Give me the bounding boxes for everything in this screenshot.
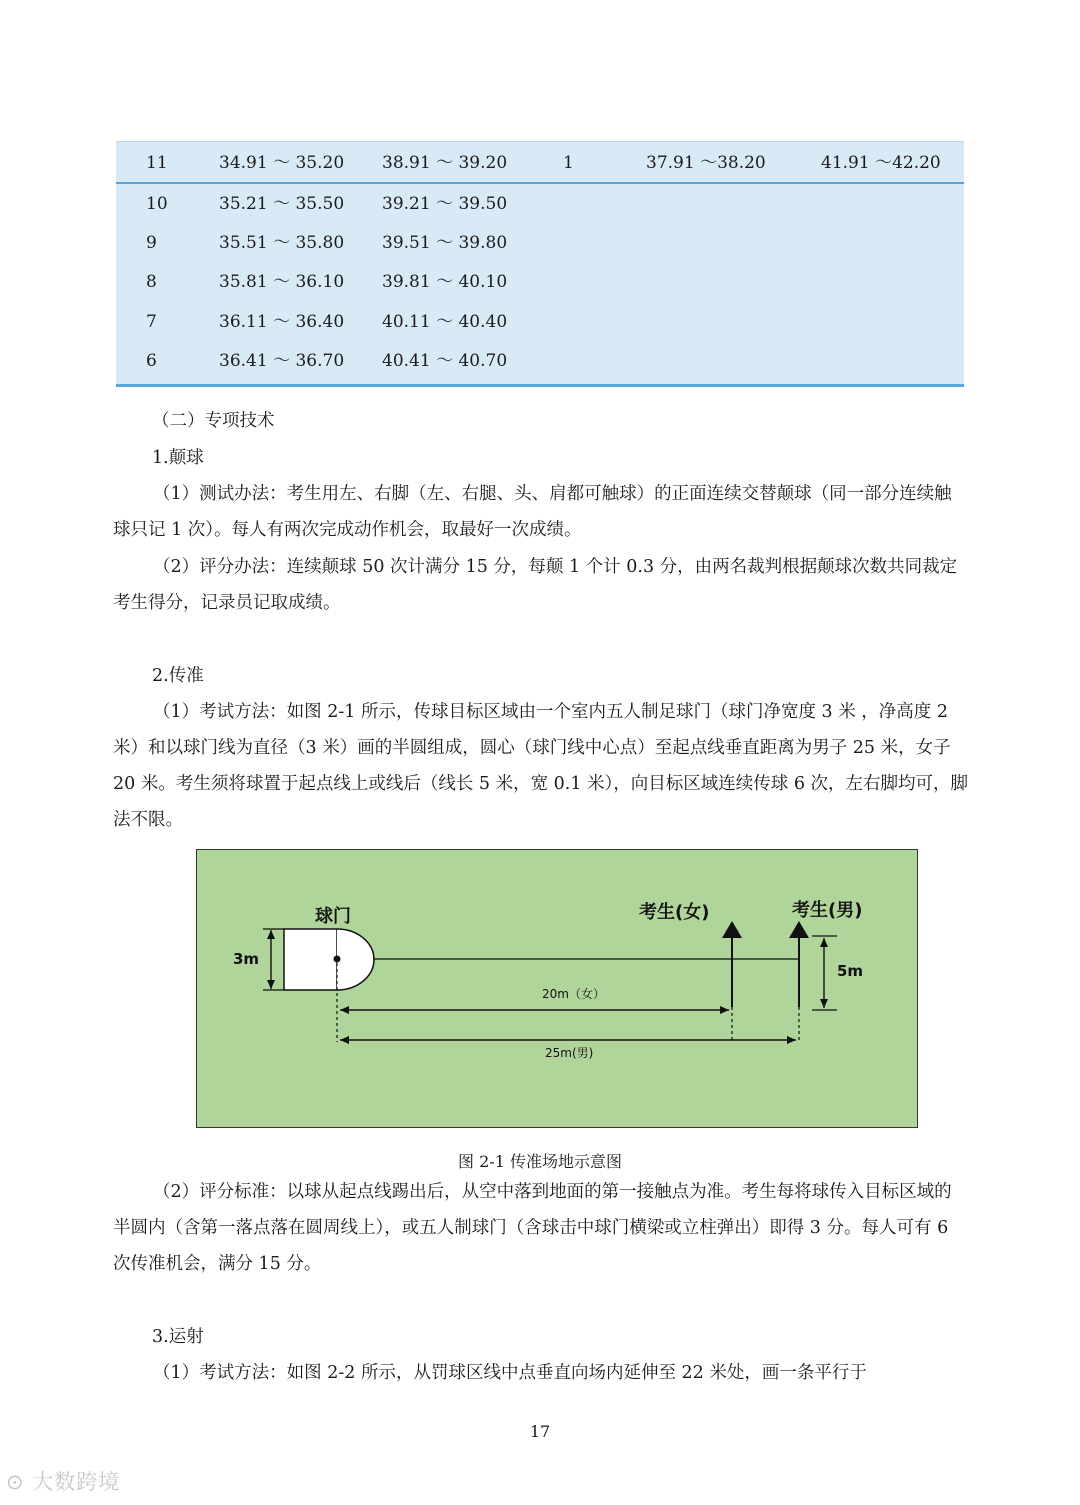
table-cell: 38.91 ～ 39.20 bbox=[382, 153, 508, 173]
paragraph-juggling-scoring: （2）评分办法：连续颠球 50 次计满分 15 分，每颠 1 个计 0.3 分，由两名裁判根据颠球次数共同裁定考生得分，记录员记取成绩。 bbox=[113, 557, 958, 613]
table-row bbox=[116, 225, 964, 261]
goal-label: 球门 bbox=[315, 906, 351, 927]
table-cell: 39.21 ～ 39.50 bbox=[382, 194, 508, 214]
table-row bbox=[116, 186, 964, 222]
table-cell: 35.51 ～ 35.80 bbox=[219, 233, 345, 253]
table-cell: 8 bbox=[146, 272, 157, 292]
female-label: 考生(女) bbox=[639, 902, 710, 923]
paragraph-passing-method: （1）考试方法：如图 2-1 所示，传球目标区域由一个室内五人制足球门（球门净宽度 3 米 ，净高度 2 米）和以球门线为直径（3 米）画的半圆组成，圆心（球门线中心点）至起点线垂直距离为男子 25 米，女子 20 米。考生须将球置于起点线上或线后（线长 5 米，宽 0.1 米），向目标区域连续传球 6 次，左右脚均可，脚法不限。 bbox=[113, 702, 969, 830]
table-cell: 9 bbox=[146, 233, 157, 253]
score-table bbox=[116, 141, 964, 387]
start-line-length-label: 5m bbox=[837, 962, 864, 980]
table-cell: 34.91 ～ 35.20 bbox=[219, 153, 345, 173]
table-cell: 40.41 ～ 40.70 bbox=[382, 351, 508, 371]
subsection-heading-juggling: 1.颠球 bbox=[152, 448, 204, 468]
watermark-text: 大数跨境 bbox=[32, 1470, 121, 1494]
section-heading: （二）专项技术 bbox=[152, 411, 275, 431]
paragraph-passing-scoring: （2）评分标准：以球从起点线踢出后，从空中落到地面的第一接触点为准。考生每将球传入目标区域的半圆内（含第一落点落在圆周线上），或五人制球门（含球击中球门横梁或立柱弹出）即得 3 分。每人可有 6 次传准机会，满分 15 分。 bbox=[113, 1182, 952, 1274]
subsection-heading-passing: 2.传准 bbox=[152, 666, 204, 686]
table-row bbox=[116, 264, 964, 300]
passing-field-diagram bbox=[196, 849, 918, 1128]
table-cell: 36.11 ～ 36.40 bbox=[219, 312, 345, 332]
watermark-logo-icon: ⊙ bbox=[6, 1470, 33, 1494]
table-cell: 36.41 ～ 36.70 bbox=[219, 351, 345, 371]
paragraph-dribbling-method: （1）考试方法：如图 2-2 所示，从罚球区线中点垂直向场内延伸至 22 米处，画一条平行于 bbox=[153, 1363, 867, 1383]
table-row bbox=[116, 304, 964, 340]
table-cell: 35.21 ～ 35.50 bbox=[219, 194, 345, 214]
table-cell: 39.81 ～ 40.10 bbox=[382, 272, 508, 292]
goal-center-point bbox=[334, 956, 341, 963]
table-row bbox=[116, 343, 964, 379]
male-distance-label: 25m(男) bbox=[545, 1046, 594, 1060]
table-cell: 40.11 ～ 40.40 bbox=[382, 312, 508, 332]
table-cell: 35.81 ～ 36.10 bbox=[219, 272, 345, 292]
table-cell: 39.51 ～ 39.80 bbox=[382, 233, 508, 253]
goal-width-label: 3m bbox=[233, 950, 260, 968]
female-distance-label: 20m（女） bbox=[542, 987, 605, 1001]
female-arrow-icon bbox=[722, 921, 742, 938]
table-cell: 7 bbox=[146, 312, 157, 332]
paragraph-juggling-method: （1）测试办法：考生用左、右脚（左、右腿、头、肩都可触球）的正面连续交替颠球（同一部分连续触球只记 1 次）。每人有两次完成动作机会，取最好一次成绩。 bbox=[113, 484, 952, 540]
page-number: 17 bbox=[529, 1422, 551, 1441]
figure-caption: 图 2-1 传准场地示意图 bbox=[458, 1152, 622, 1171]
table-cell: 41.91 ～42.20 bbox=[821, 153, 941, 173]
table-row bbox=[116, 145, 964, 181]
table-cell: 6 bbox=[146, 351, 157, 371]
subsection-heading-dribbling: 3.运射 bbox=[152, 1327, 204, 1347]
table-cell: 1 bbox=[563, 153, 574, 173]
table-cell: 37.91 ～38.20 bbox=[646, 153, 766, 173]
male-label: 考生(男) bbox=[792, 900, 863, 921]
field-svg bbox=[197, 850, 919, 1129]
table-divider bbox=[116, 182, 964, 184]
target-semicircle bbox=[337, 929, 374, 990]
table-cell: 10 bbox=[146, 194, 168, 214]
table-cell: 11 bbox=[146, 153, 168, 173]
goal-box bbox=[284, 929, 337, 990]
watermark bbox=[6, 1466, 120, 1496]
male-arrow-icon bbox=[789, 921, 809, 938]
